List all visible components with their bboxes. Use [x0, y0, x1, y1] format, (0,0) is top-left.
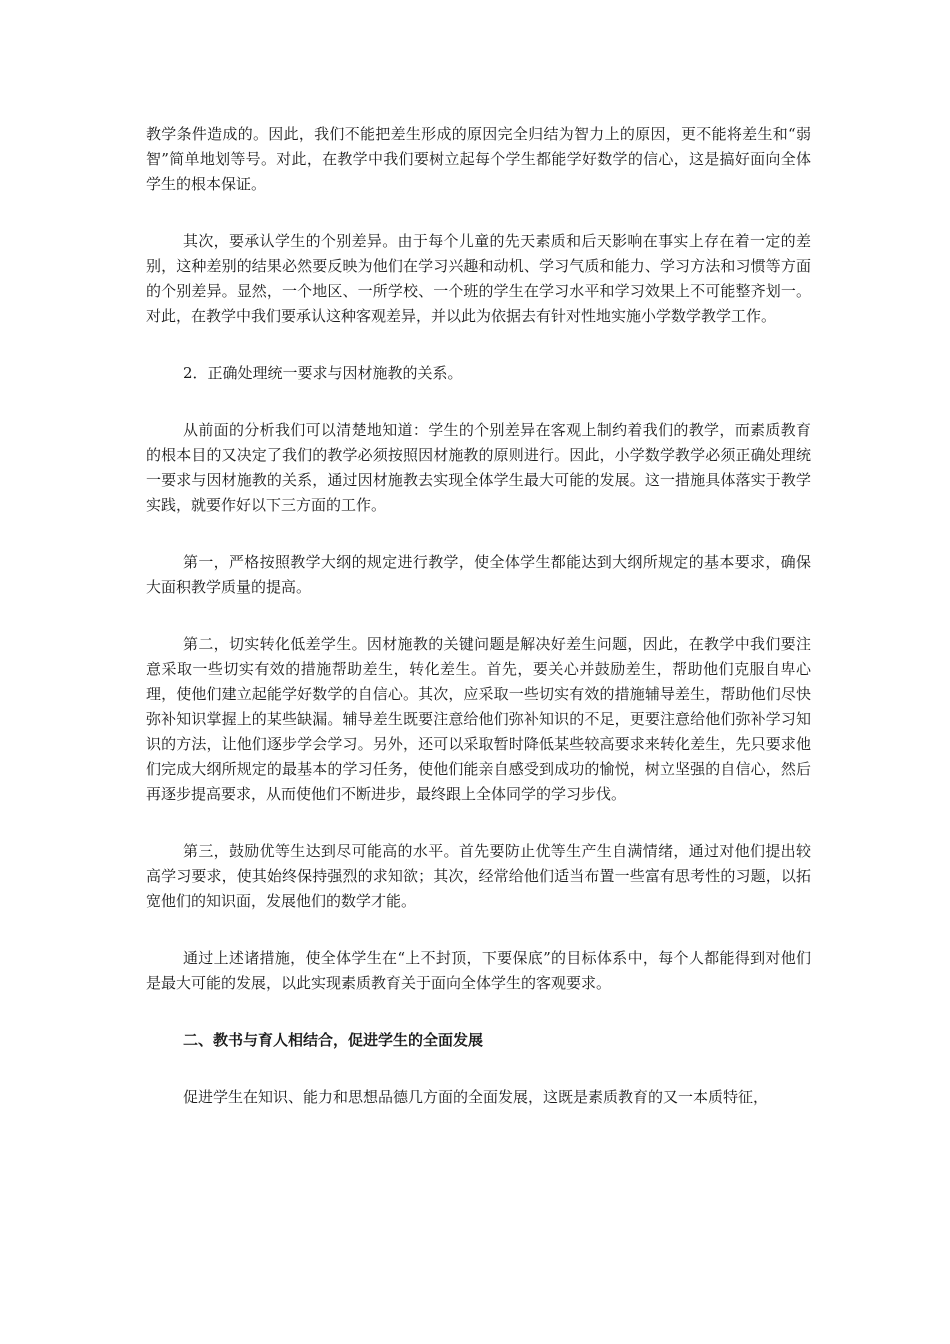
paragraph-continued-intro: 教学条件造成的。因此，我们不能把差生形成的原因完全归结为智力上的原因，更不能将差生和“弱智”简单地划等号。对此，在教学中我们要树立起每个学生都能学好数学的信心，这是搞好面向全体学生的根本保证。 — [146, 125, 811, 193]
document-body — [146, 122, 811, 1142]
numbered-heading-2: 2．正确处理统一要求与因材施教的关系。 — [183, 364, 463, 382]
paragraph-summary: 通过上述诸措施，使全体学生在“上不封顶，下要保底”的目标体系中，每个人都能得到对他们是最大可能的发展，以此实现素质教育关于面向全体学生的客观要求。 — [146, 949, 811, 992]
paragraph-analysis: 从前面的分析我们可以清楚地知道：学生的个别差异在客观上制约着我们的教学，而素质教育的根本目的又决定了我们的教学必须按照因材施教的原则进行。因此，小学数学教学必须正确处理统一要求与因材施教的关系，通过因材施教去实现全体学生最大可能的发展。这一措施具体落实于教学实践，就要作好以下三方面的工作。 — [146, 421, 811, 514]
paragraph-individual-differences: 其次，要承认学生的个别差异。由于每个儿童的先天素质和后天影响在事实上存在着一定的差别，这种差别的结果必然要反映为他们在学习兴趣和动机、学习气质和能力、学习方法和习惯等方面的个别差异。显然，一个地区、一所学校、一个班的学生在学习水平和学习效果上不可能整齐划一。对此，在教学中我们要承认这种客观差异，并以此为依据去有针对性地实施小学数学教学工作。 — [146, 232, 811, 325]
section-heading-two: 二、教书与育人相结合，促进学生的全面发展 — [183, 1031, 484, 1049]
paragraph-first-measure: 第一，严格按照教学大纲的规定进行教学，使全体学生都能达到大纲所规定的基本要求，确保大面积教学质量的提高。 — [146, 553, 811, 596]
paragraph-second-measure: 第二，切实转化低差学生。因材施教的关键问题是解决好差生问题，因此，在教学中我们要注意采取一些切实有效的措施帮助差生，转化差生。首先，要关心并鼓励差生，帮助他们克服自卑心理，使他们建立起能学好数学的自信心。其次，应采取一些切实有效的措施辅导差生，帮助他们尽快弥补知识掌握上的某些缺漏。辅导差生既要注意给他们弥补知识的不足，更要注意给他们弥补学习知识的方法，让他们逐步学会学习。另外，还可以采取暂时降低某些较高要求来转化差生，先只要求他们完成大纲所规定的最基本的学习任务，使他们能亲自感受到成功的愉悦，树立坚强的自信心，然后再逐步提高要求，从而使他们不断进步，最终跟上全体同学的学习步伐。 — [146, 635, 811, 803]
paragraph-section-two-start: 促进学生在知识、能力和思想品德几方面的全面发展，这既是素质教育的又一本质特征， — [183, 1088, 769, 1106]
paragraph-third-measure: 第三，鼓励优等生达到尽可能高的水平。首先要防止优等生产生自满情绪，通过对他们提出较高学习要求，使其始终保持强烈的求知欲；其次，经常给他们适当布置一些富有思考性的习题，以拓宽他们的知识面，发展他们的数学才能。 — [146, 842, 811, 910]
